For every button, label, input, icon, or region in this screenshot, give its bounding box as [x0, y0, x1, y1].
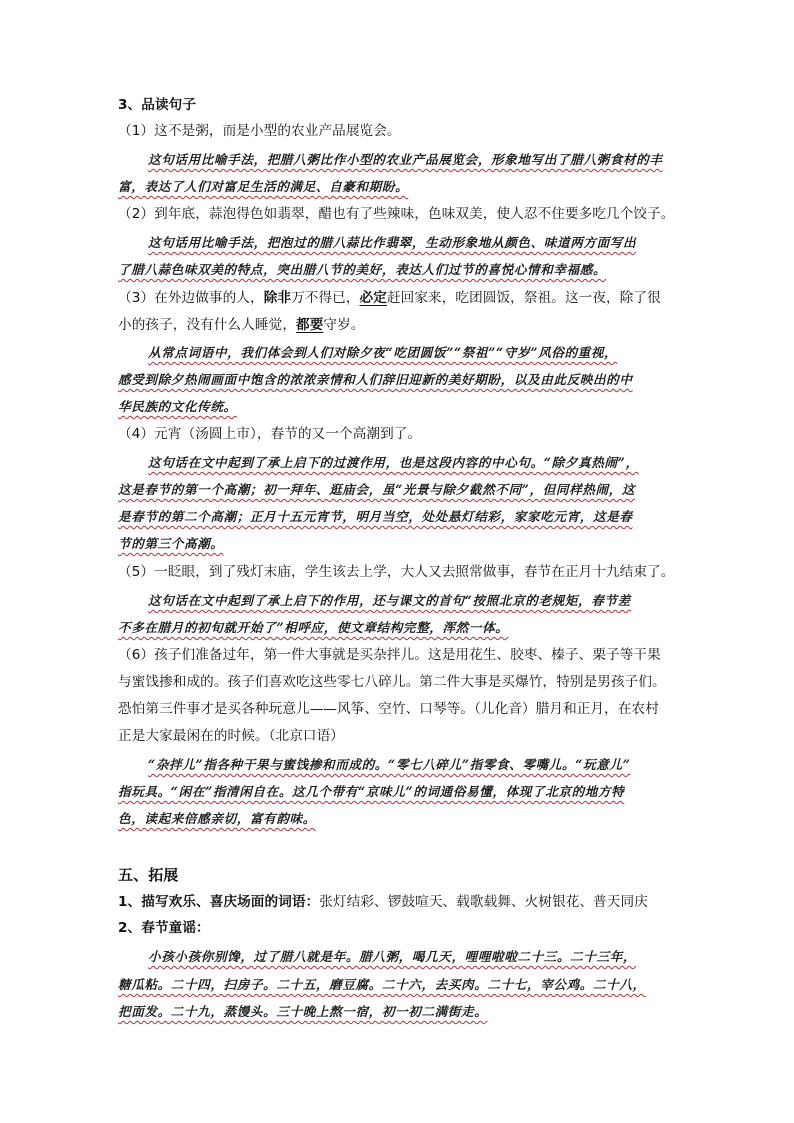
- sentence-3-part-a: （3）在外边做事的人，: [118, 290, 264, 306]
- extension-item-1-text: 张灯结彩、锣鼓喧天、载歌载舞、火树银花、普天同庆: [319, 894, 648, 910]
- note-4-line-3: 是春节的第二个高潮；正月十五元宵节，明月当空，处处悬灯结彩，家家吃元宵，这是春: [118, 509, 633, 524]
- note-1-line-1: 这句话用比喻手法，把腊八粥比作小型的农业产品展览会，形象地写出了腊八粥食材的丰: [148, 152, 663, 167]
- note-1-line-2: 富，表达了人们对富足生活的满足、自豪和期盼。: [118, 179, 409, 194]
- sentence-1: （1）这不是粥，而是小型的农业产品展览会。: [118, 123, 401, 139]
- note-6-line-3: 色，读起来倍感亲切，富有韵味。: [118, 811, 316, 826]
- note-3-line-3: 华民族的文化传统。: [118, 399, 237, 414]
- rhyme-line-1: 小孩小孩你别馋，过了腊八就是年。腊八粥，喝几天，哩哩啦啦二十三。二十三年，: [148, 949, 637, 964]
- keyword-chufei: 除非: [263, 290, 292, 306]
- note-3-line-2: 感受到除夕热闹画面中饱含的浓浓亲情和人们辞旧迎新的美好期盼，以及由此反映出的中: [118, 372, 633, 387]
- note-2-line-2: 了腊八蒜色味双美的特点，突出腊八节的美好，表达人们过节的喜悦心情和幸福感。: [118, 262, 607, 277]
- extension-item-1: [118, 893, 648, 911]
- note-4-line-2: 这是春节的第一个高潮；初一拜年、逛庙会，虽“光景与除夕截然不同”，但同样热闹，这: [118, 482, 636, 497]
- note-3-line-1: 从常点词语中，我们体会到人们对除夕夜“吃团圆饭”“祭祖”“守岁”风俗的重视，: [148, 345, 618, 360]
- extension-item-1-label: 1、描写欢乐、喜庆场面的词语：: [118, 894, 320, 910]
- sentence-6-line-2: 与蜜饯掺和成的。孩子们喜欢吃这些零七八碎儿。第二件大事是买爆竹，特别是男孩子们。: [118, 674, 666, 690]
- extension-item-2-label: 2、春节童谣：: [118, 920, 210, 936]
- sentence-3-part-c: 万不得已，: [291, 290, 360, 306]
- sentence-3-line-1: [118, 289, 661, 307]
- sentence-6-line-4: 正是大家最闲在的时候。（北京口语）: [118, 728, 344, 744]
- note-5-line-1: 这句话在文中起到了承上启下的作用，还与课文的首句“按照北京的老规矩，春节差: [148, 593, 631, 608]
- note-2-line-1: 这句话用比喻手法，把泡过的腊八蒜比作翡翠，生动形象地从颜色、味道两方面写出: [148, 235, 637, 250]
- sentence-3-part-h: 守岁。: [323, 317, 365, 333]
- rhyme-line-2: 糖瓜粘。二十四，扫房子。二十五，磨豆腐。二十六，去买肉。二十七，宰公鸡。二十八，: [118, 977, 646, 992]
- note-6-line-1: “杂拌儿”指各种干果与蜜饯掺和而成的。“零七八碎儿”指零食、零嘴儿。“玩意儿”: [148, 757, 631, 772]
- sentence-2: （2）到年底，蒜泡得色如翡翠，醋也有了些辣味，色味双美，使人忍不住要多吃几个饺子。: [118, 206, 675, 222]
- sentence-3-line-2: [118, 316, 365, 334]
- section3-title: 3、品读句子: [118, 97, 197, 113]
- sentence-4: （4）元宵（汤圆上市），春节的又一个高潮到了。: [118, 426, 422, 442]
- note-4-line-4: 节的第三个高潮。: [118, 536, 224, 551]
- sentence-3-part-f: 小的孩子，没有什么人睡觉，: [118, 317, 297, 333]
- rhyme-line-3: 把面发。二十九，蒸馒头。三十晚上熬一宿，初一初二满街走。: [118, 1004, 488, 1019]
- sentence-6-line-1: （6）孩子们准备过年，第一件大事就是买杂拌儿。这是用花生、胶枣、榛子、栗子等干果: [118, 647, 661, 663]
- sentence-6-line-3: 恐怕第三件事才是买各种玩意儿——风筝、空竹、口琴等。（儿化音）腊月和正月，在农村: [118, 701, 659, 717]
- section5-title: 五、拓展: [118, 866, 179, 884]
- note-5-line-2: 不多在腊月的初旬就开始了”相呼应，使文章结构完整，浑然一体。: [118, 620, 509, 635]
- note-4-line-1: 这句话在文中起到了承上启下的过渡作用，也是这段内容的中心句。“除夕真热闹”，: [148, 455, 639, 470]
- sentence-3-part-e: 赶回家来，吃团圆饭，祭祖。这一夜，除了很: [386, 290, 661, 306]
- note-6-line-2: 指玩具。“闲在”指清闲自在。这几个带有“京味儿”的词通俗易懂，体现了北京的地方特: [118, 784, 625, 799]
- keyword-biding: 必定: [359, 290, 387, 306]
- keyword-douyao: 都要: [296, 317, 324, 333]
- sentence-5: （5）一眨眼，到了残灯末庙，学生该去上学，大人又去照常做事，春节在正月十九结束了。: [118, 564, 675, 580]
